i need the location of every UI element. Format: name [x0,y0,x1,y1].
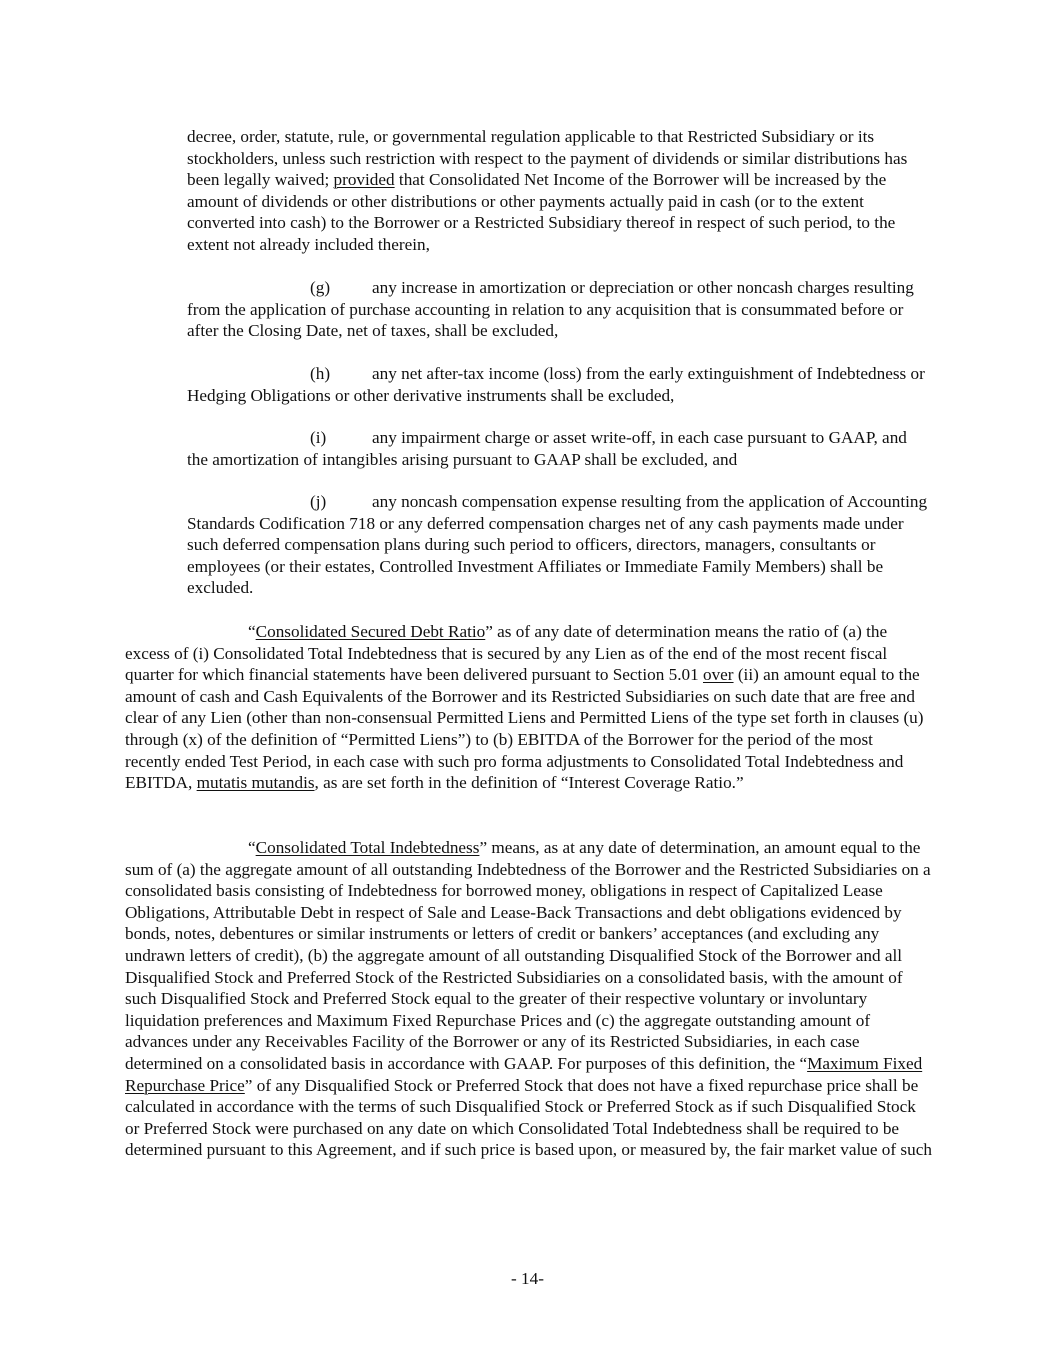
clause-text: any net after-tax income (loss) from the early extinguishment of Indebtedness or Hedging Obligations or other derivative instruments shall be excluded, [187,364,925,405]
over-term: over [702,665,734,685]
clause-i [187,427,932,470]
clause-label: (i) [310,428,327,447]
clause-j [187,491,932,599]
defined-term: Consolidated Total Indebtedness [255,838,480,857]
mutatis-mutandis-term: mutatis mutandis [196,773,315,793]
clause-text: any noncash compensation expense resulting from the application of Accounting Standards Codification 718 or any deferred compensation charges net of any cash payments made under such deferred compensation plans during such period to officers, directors, managers, consultants or employees (or their estates, Controlled Investment Affiliates or Immediate Family Members) shall be excluded. [187,492,928,598]
clause-label: (g) [310,278,331,297]
clause-label: (h) [310,364,331,383]
clause-text: any increase in amortization or depreciation or other noncash charges resulting from the application of purchase accounting in relation to any acquisition that is consummated before or after the Closing Date, net of taxes, shall be excluded, [187,278,914,341]
paragraph-f-continued: decree, order, statute, rule, or governmental regulation applicable to that Restricted Subsidiary or its stockholders, unless such restriction with respect to the payment of dividends or similar distributions has been legally waived; provided that Consolidated Net Income of the Borrower will be increased by the amount of dividends or other distributions or other payments actually paid in cash (or to the extent converted into cash) to the Borrower or a Restricted Subsidiary thereof in respect of such period, to the extent not already included therein, [187,127,908,254]
defined-term-maximum-fixed-repurchase-price: Maximum Fixed Repurchase Price [125,1053,923,1095]
clause-g [187,277,932,342]
provided-term: provided [333,170,395,190]
defined-term: Consolidated Secured Debt Ratio [255,622,486,641]
clause-label: (j) [310,492,327,511]
page-number: - 14- [511,1269,544,1288]
definition-consolidated-total-indebtedness: “Consolidated Total Indebtedness” means, as at any date of determination, an amount equal to the sum of (a) the aggregate amount of all outstanding Indebtedness of the Borrower and the Restricted Subsidiaries on a consolidated basis consisting of Indebtedness for borrowed money, obligations in respect of Capitalized Lease Obligations, Attributable Debt in respect of Sale and Lease-Back Transactions and debt obligations evidenced by bonds, notes, debentures or similar instruments or letters of credit or bankers’ acceptances (and excluding any undrawn letters of credit), (b) the aggregate amount of all outstanding Disqualified Stock of the Borrower and all Disqualified Stock and Preferred Stock of the Restricted Subsidiaries on a consolidated basis, with the amount of such Disqualified Stock and Preferred Stock equal to the greater of their respective voluntary or involuntary liquidation preferences and Maximum Fixed Repurchase Prices and (c) the aggregate outstanding amount of advances under any Receivables Facility of the Borrower or any of its Restricted Subsidiaries, in each case determined on a consolidated basis in accordance with GAAP. For purposes of this definition, the “Maximum Fixed Repurchase Price” of any Disqualified Stock or Preferred Stock that does not have a fixed repurchase price shall be calculated in accordance with the terms of such Disqualified Stock or Preferred Stock as if such Disqualified Stock or Preferred Stock were purchased on any date on which Consolidated Total Indebtedness shall be required to be determined pursuant to this Agreement, and if such price is based upon, or measured by, the fair market value of such [125,838,932,1160]
clause-text: any impairment charge or asset write-off, in each case pursuant to GAAP, and the amortization of intangibles arising pursuant to GAAP shall be excluded, and [187,428,907,469]
clause-h [187,363,932,406]
definition-consolidated-secured-debt-ratio: “Consolidated Secured Debt Ratio” as of any date of determination means the ratio of (a) the excess of (i) Consolidated Total Indebtedness that is secured by any Lien as of the end of the most recent fiscal quarter for which financial statements have been delivered pursuant to Section 5.01 over (ii) an amount equal to the amount of cash and Cash Equivalents of the Borrower and its Restricted Subsidiaries on such date that are free and clear of any Lien (other than non-consensual Permitted Liens and Permitted Liens of the type set forth in clauses (u) through (x) of the definition of “Permitted Liens”) to (b) EBITDA of the Borrower for the period of the most recently ended Test Period, in each case with such pro forma adjustments to Consolidated Total Indebtedness and EBITDA, mutatis mutandis, as are set forth in the definition of “Interest Coverage Ratio.” [125,622,924,793]
